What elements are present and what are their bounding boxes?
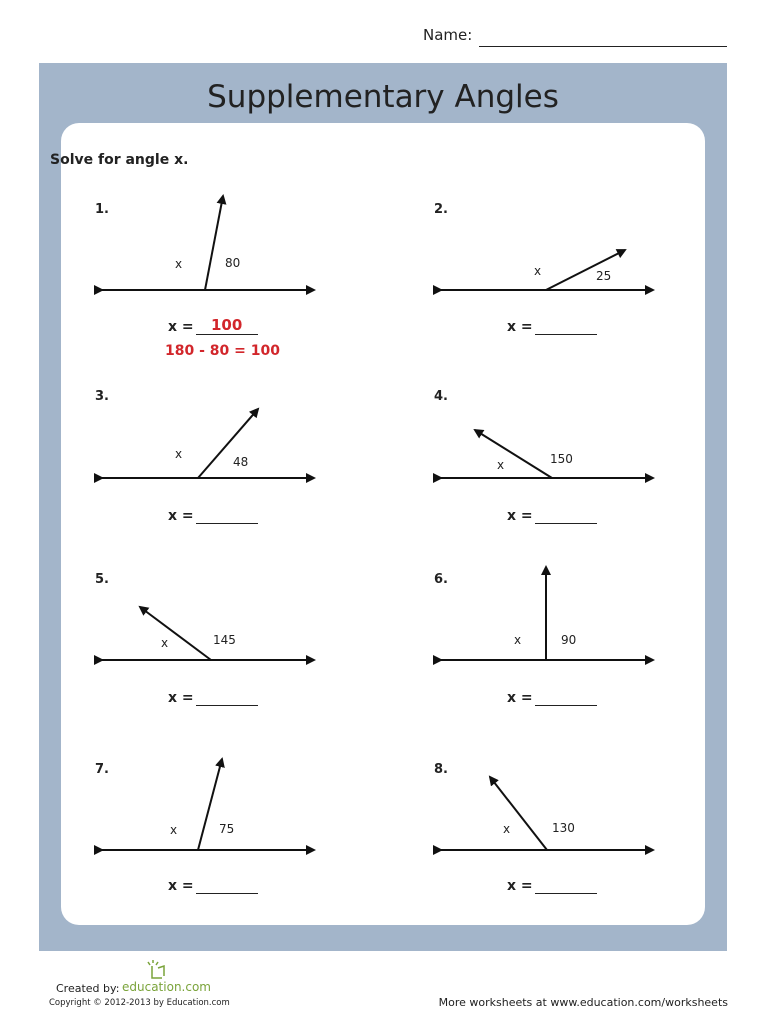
created-by-label: Created by: [56, 982, 120, 995]
answer-row-8 [507, 878, 597, 894]
ray-5 [140, 607, 211, 660]
x-label-5: x [161, 636, 169, 650]
x-label-8: x [503, 822, 511, 836]
ray-1 [205, 196, 223, 290]
logo-text[interactable]: education.com [122, 980, 211, 994]
answer-prefix-5: x = [168, 690, 194, 706]
given-angle-3: 48 [233, 455, 249, 469]
x-label-3: x [175, 447, 183, 461]
given-angle-2: 25 [596, 269, 612, 283]
answer-row-7 [168, 878, 258, 894]
answer-prefix-1: x = [168, 319, 194, 335]
given-angle-4: 150 [550, 452, 573, 466]
answer-blank-2[interactable] [535, 320, 597, 335]
problem-number-6: 6. [434, 572, 448, 587]
worksheet-title: Supplementary Angles [207, 79, 559, 115]
given-angle-7: 75 [219, 822, 235, 836]
given-angle-6: 90 [561, 633, 577, 647]
answer-blank-3[interactable] [196, 509, 258, 524]
problem-number-3: 3. [95, 389, 109, 404]
answer-prefix-6: x = [507, 690, 533, 706]
answer-blank-6[interactable] [535, 691, 597, 706]
answer-blank-8[interactable] [535, 879, 597, 894]
answer-blank-1[interactable] [196, 316, 258, 335]
answer-prefix-8: x = [507, 878, 533, 894]
answer-value-1: 100 [210, 316, 243, 334]
given-angle-1: 80 [225, 256, 241, 270]
ray-8 [490, 777, 547, 850]
x-label-6: x [514, 633, 522, 647]
problem-number-5: 5. [95, 572, 109, 587]
copyright-text: Copyright © 2012-2013 by Education.com [49, 998, 230, 1008]
answer-row-1 [168, 316, 258, 335]
answer-row-4 [507, 508, 597, 524]
x-label-1: x [175, 257, 183, 271]
problem-number-7: 7. [95, 762, 109, 777]
ray-2 [546, 250, 625, 290]
x-label-2: x [534, 264, 542, 278]
answer-blank-5[interactable] [196, 691, 258, 706]
ray-3 [198, 409, 258, 478]
ray-7 [198, 759, 222, 850]
answer-row-3 [168, 508, 258, 524]
problem-number-8: 8. [434, 762, 448, 777]
answer-row-5 [168, 690, 258, 706]
problem-number-1: 1. [95, 202, 109, 217]
name-label: Name: [423, 26, 473, 44]
answer-prefix-7: x = [168, 878, 194, 894]
answer-blank-4[interactable] [535, 509, 597, 524]
problem-number-4: 4. [434, 389, 448, 404]
answer-prefix-3: x = [168, 508, 194, 524]
answer-row-6 [507, 690, 597, 706]
instruction-text: Solve for angle x. [50, 152, 189, 168]
worked-solution-1: 180 - 80 = 100 [165, 343, 280, 359]
more-worksheets-link[interactable]: More worksheets at www.education.com/worksheets [438, 996, 728, 1009]
answer-prefix-2: x = [507, 319, 533, 335]
given-angle-5: 145 [213, 633, 236, 647]
x-label-7: x [170, 823, 178, 837]
answer-row-2 [507, 319, 597, 335]
problem-number-2: 2. [434, 202, 448, 217]
given-angle-8: 130 [552, 821, 575, 835]
answer-blank-7[interactable] [196, 879, 258, 894]
answer-prefix-4: x = [507, 508, 533, 524]
ray-4 [475, 430, 552, 478]
x-label-4: x [497, 458, 505, 472]
